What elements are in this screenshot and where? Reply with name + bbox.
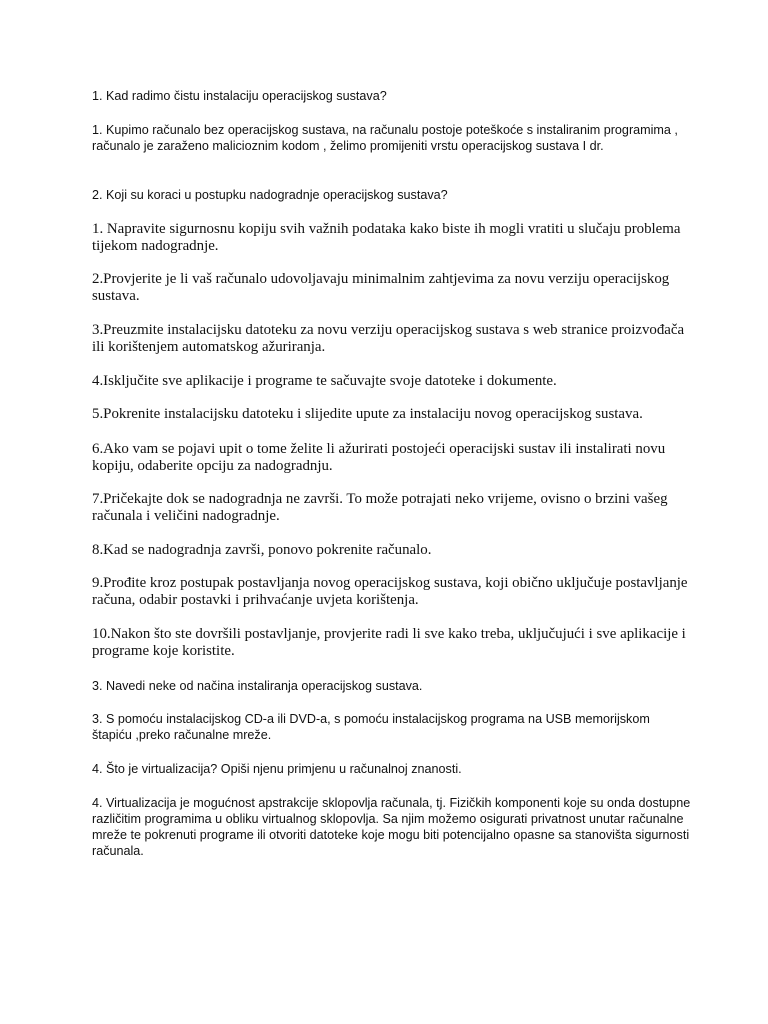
question-4: 4. Što je virtualizacija? Opiši njenu primjenu u računalnoj znanosti. bbox=[92, 762, 462, 776]
answer-1: 1. Kupimo računalo bez operacijskog sustava, na računalu postoje poteškoće s instaliranim programima , računalo je zaraženo malicioznim kodom , želimo promijeniti vrstu operacijskog sustava I dr. bbox=[92, 123, 678, 153]
step-8: 8.Kad se nadogradnja završi, ponovo pokrenite računalo. bbox=[92, 542, 432, 558]
answer-4: 4. Virtualizacija je mogućnost apstrakcije sklopovlja računala, tj. Fizičkih komponenti koje su onda dostupne različitim programima u obliku virtualnog sklopovlja. Sa njim možemo osigurati privatnost unutar računalne mreže te pokrenuti programe ili otvoriti datoteke koje mogu biti potencijalno opasne sa stanovišta sigurnosti računala. bbox=[92, 796, 691, 858]
step-9: 9.Prođite kroz postupak postavljanja novog operacijskog sustava, koji obično uključuje postavljanje računa, odabir postavki i prihvaćanje uvjeta korištenja. bbox=[92, 575, 688, 608]
step-3: 3.Preuzmite instalacijsku datoteku za novu verziju operacijskog sustava s web stranice proizvođača ili korištenjem automatskog ažuriranja. bbox=[92, 322, 685, 355]
step-6: 6.Ako vam se pojavi upit o tome želite li ažurirati postojeći operacijski sustav ili instalirati novu kopiju, odaberite opciju za nadogradnju. bbox=[92, 441, 666, 474]
answer-3: 3. S pomoću instalacijskog CD-a ili DVD-a, s pomoću instalacijskog programa na USB memorijskom štapiću ,preko računalne mreže. bbox=[92, 712, 650, 742]
question-1: 1. Kad radimo čistu instalaciju operacijskog sustava? bbox=[92, 89, 387, 103]
question-2: 2. Koji su koraci u postupku nadogradnje operacijskog sustava? bbox=[92, 188, 448, 202]
step-7: 7.Pričekajte dok se nadogradnja ne završi. To može potrajati neko vrijeme, ovisno o brzini vašeg računala i veličini nadogradnje. bbox=[92, 491, 668, 524]
step-1: 1. Napravite sigurnosnu kopiju svih važnih podataka kako biste ih mogli vratiti u slučaju problema tijekom nadogradnje. bbox=[92, 221, 681, 254]
step-5: 5.Pokrenite instalacijsku datoteku i slijedite upute za instalaciju novog operacijskog sustava. bbox=[92, 406, 643, 422]
step-2: 2.Provjerite je li vaš računalo udovoljavaju minimalnim zahtjevima za novu verziju operacijskog sustava. bbox=[92, 271, 670, 304]
step-10: 10.Nakon što ste dovršili postavljanje, provjerite radi li sve kako treba, uključujući i sve aplikacije i programe koje koristite. bbox=[92, 626, 686, 659]
step-4: 4.Isključite sve aplikacije i programe te sačuvajte svoje datoteke i dokumente. bbox=[92, 373, 557, 389]
question-3: 3. Navedi neke od načina instaliranja operacijskog sustava. bbox=[92, 679, 423, 693]
